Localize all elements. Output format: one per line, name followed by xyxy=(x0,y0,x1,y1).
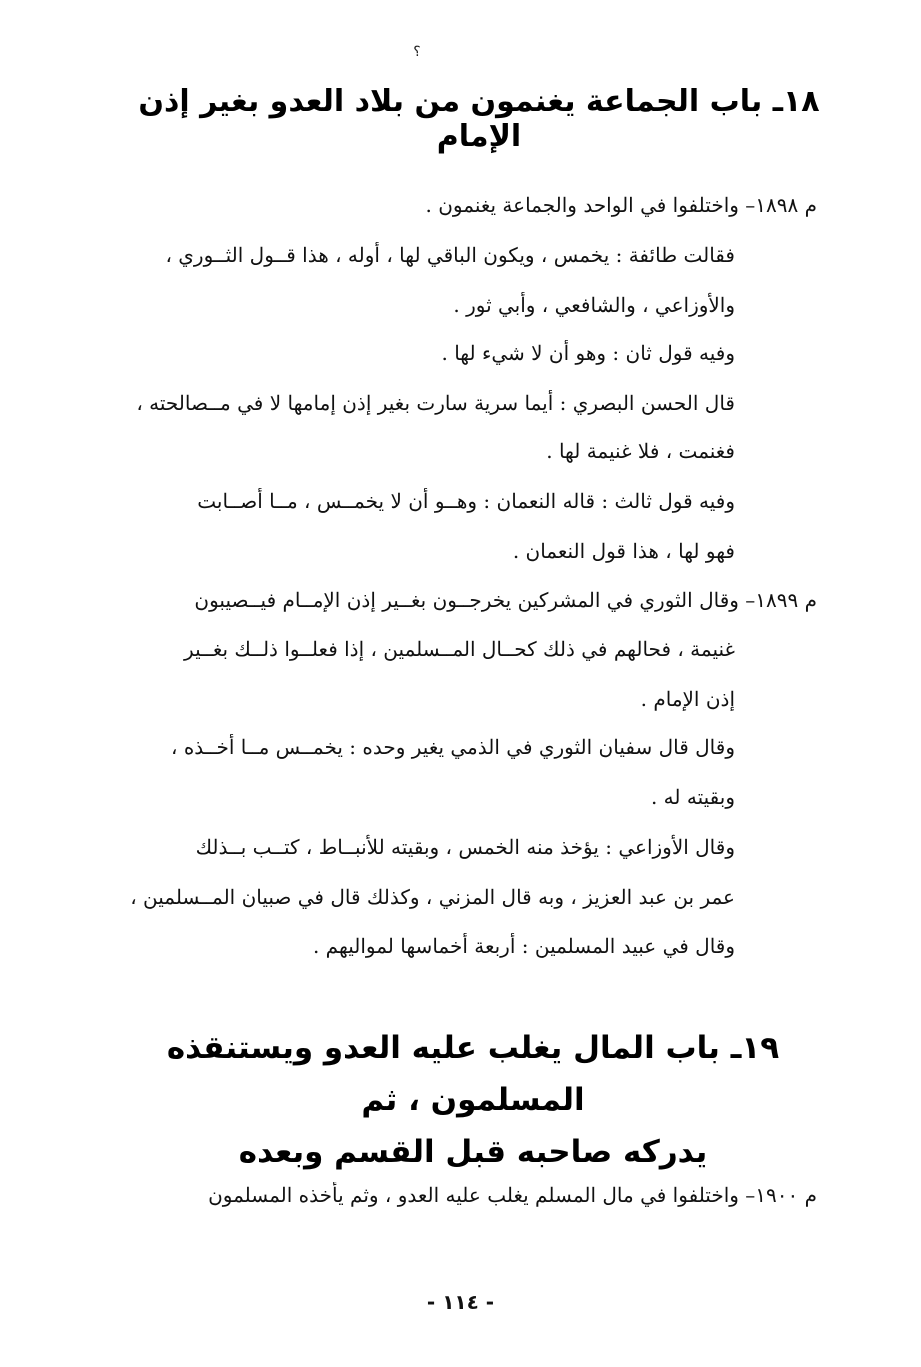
section-19-heading-line: يدركه صاحبه قبل القسم وبعده xyxy=(238,1134,708,1170)
top-mark: ؟ xyxy=(413,44,421,60)
masala-1898-line: والأوزاعي ، والشافعي ، وأبي ثور . xyxy=(453,293,735,317)
masala-1898-line: فهو لها ، هذا قول النعمان . xyxy=(512,539,735,563)
masala-1898-line: وفيه قول ثان : وهو أن لا شيء لها . xyxy=(441,341,735,365)
masala-1898-line: فغنمت ، فلا غنيمة لها . xyxy=(546,439,735,463)
masala-1899-line: وقال في عبيد المسلمين : أربعة أخماسها لمواليهم . xyxy=(312,934,735,958)
masala-1900-line: م ١٩٠٠– واختلفوا في مال المسلم يغلب عليه العدو ، وثم يأخذه المسلمون xyxy=(208,1183,817,1207)
section-19-heading xyxy=(113,1022,833,1178)
masala-1899-line: عمر بن عبد العزيز ، وبه قال المزني ، وكذلك قال في صبيان المــسلمين ، xyxy=(130,885,735,909)
masala-1898-line: فقالت طائفة : يخمس ، ويكون الباقي لها ، أوله ، هذا قــول الثــوري ، xyxy=(165,243,735,267)
masala-1899-line: وقال الأوزاعي : يؤخذ منه الخمس ، وبقيته للأنبــاط ، كتــب بــذلك xyxy=(195,835,735,859)
masala-1899-line: إذن الإمام . xyxy=(640,687,735,711)
masala-1899-line: وقال قال سفيان الثوري في الذمي يغير وحده : يخمــس مــا أخــذه ، xyxy=(171,735,735,759)
masala-1898-line: قال الحسن البصري : أيما سرية سارت بغير إذن إمامها لا في مــصالحته ، xyxy=(136,391,735,415)
page-number: - ١١٤ - xyxy=(426,1290,495,1314)
section-19-heading-line: ١٩ـ باب المال يغلب عليه العدو ويستنقذه المسلمون ، ثم xyxy=(166,1030,780,1118)
masala-1899-line: غنيمة ، فحالهم في ذلك كحــال المــسلمين ، إذا فعلــوا ذلــك بغــير xyxy=(184,637,735,661)
masala-1899-line: وبقيته له . xyxy=(650,785,735,809)
section-18-heading: ١٨ـ باب الجماعة يغنمون من بلاد العدو بغير إذن الإمام xyxy=(138,84,820,154)
masala-1898-line: م ١٨٩٨– واختلفوا في الواحد والجماعة يغنمون . xyxy=(425,193,817,217)
masala-1898-line: وفيه قول ثالث : قاله النعمان : وهــو أن لا يخمــس ، مــا أصــابت xyxy=(197,489,735,513)
masala-1899-line: م ١٨٩٩– وقال الثوري في المشركين يخرجــون بغــير إذن الإمــام فيــصيبون xyxy=(194,588,817,612)
